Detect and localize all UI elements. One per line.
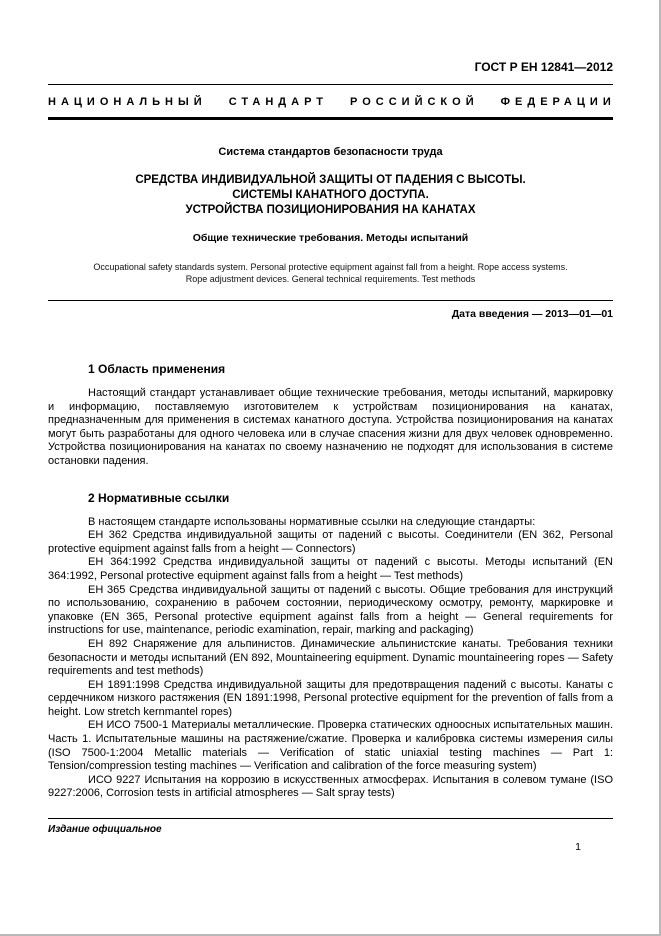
document-subtitle: Общие технические требования. Методы испытаний [192,232,469,244]
page-footer [48,818,613,853]
reference-en-362: ЕН 362 Средства индивидуальной защиты от падений с высоты. Соединители (EN 362, Personal protective equipment against falls from a height — Connectors) [48,529,613,555]
title-line-1: СРЕДСТВА ИНДИВИДУАЛЬНОЙ ЗАЩИТЫ ОТ ПАДЕНИЯ С ВЫСОТЫ. [135,174,526,186]
page-content [48,0,616,801]
federation-standard-header: НАЦИОНАЛЬНЫЙ СТАНДАРТ РОССИЙСКОЙ ФЕДЕРАЦИИ [48,96,616,108]
section-1-paragraph: Настоящий стандарт устанавливает общие технические требования, методы испытаний, маркировку и информацию, поставляемую изготовителем к устройствам позиционирования на канатах, предназначенным для применения в системах канатного доступа. Устройства позиционирования на канатах могут быть разработаны для одного человека или в случае спасения жизни для двух человек одновременно. Устройства позиционирования на канатах по своему назначению не подходят для использования в системе остановки падения. [48,387,613,467]
footer-divider [48,818,613,819]
reference-en-365: ЕН 365 Средства индивидуальной защиты от падений с высоты. Общие требования для инструкций по использованию, сохранению в рабочем состоянии, периодическому осмотру, ремонту, маркировке и упаковке (EN 365, Personal protective equipment against falls from a height — General requirements for instructions for use, maintenance, periodic examination, repair, marking and packaging) [48,583,613,637]
title-line-2: СИСТЕМЫ КАНАТНОГО ДОСТУПА. [232,189,429,201]
section-2-intro: В настоящем стандарте использованы нормативные ссылки на следующие стандарты: [88,515,536,528]
official-edition-label: Издание официальное [48,824,162,835]
title-line-3: УСТРОЙСТВА ПОЗИЦИОНИРОВАНИЯ НА КАНАТАХ [185,204,476,216]
reference-en-892: ЕН 892 Снаряжение для альпинистов. Динамические альпинистские канаты. Требования техники безопасности и методы испытаний (EN 892, Mountaineering equipment. Dynamic mountaineering ropes — Safety requirements and test methods) [48,637,613,678]
reference-en-1891: ЕН 1891:1998 Средства индивидуальной защиты для предотвращения падений с высоты. Канаты с сердечником низкого растяжения (EN 1891:1998, Personal protective equipment for the prevention of falls from a height. Low stretch kernmantel ropes) [48,678,613,718]
thick-divider [48,117,613,120]
reference-en-iso-7500-1: ЕН ИСО 7500-1 Материалы металлические. Проверка статических одноосных испытательных машин. Часть 1. Испытательные машины на растяжение/сжатие. Проверка и калибровка системы измерения силы (ISO 7500-1:2004 Metallic materials — Verification of static uniaxial testing machines — Part 1: Tension/compression testing machines — Verification and calibration of the force measuring system) [48,719,613,773]
abstract-divider [48,300,613,301]
english-abstract [48,261,613,285]
page-number: 1 [575,841,581,853]
section-2-heading: 2 Нормативные ссылки [88,490,230,505]
english-abstract-line-1: Occupational safety standards system. Personal protective equipment against fall from a height. Rope access systems. [93,262,568,272]
effective-date: Дата введения — 2013—01—01 [451,308,613,320]
section-1-heading: 1 Область применения [88,362,226,376]
reference-en-364: ЕН 364:1992 Средства индивидуальной защиты от падений с высоты. Методы испытаний (EN 364:1992, Personal protective equipment against falls from a height — Test methods) [48,556,613,582]
english-abstract-line-2: Rope adjustment devices. General technical requirements. Test methods [185,274,476,284]
standards-system-line: Система стандартов безопасности труда [218,146,443,158]
document-title [48,173,613,218]
document-code: ГОСТ Р ЕН 12841—2012 [474,60,613,74]
header-divider [48,84,613,85]
reference-iso-9227: ИСО 9227 Испытания на коррозию в искусственных атмосферах. Испытания в солевом тумане (ISO 9227:2006, Corrosion tests in artificial atmospheres — Salt spray tests) [48,773,613,800]
